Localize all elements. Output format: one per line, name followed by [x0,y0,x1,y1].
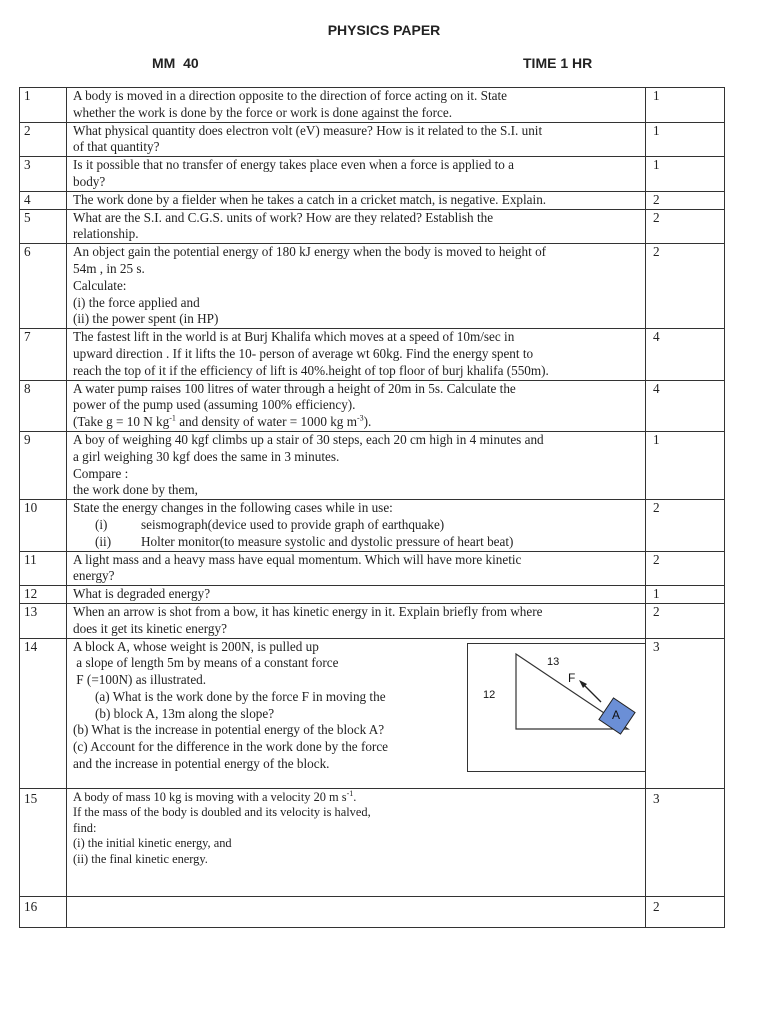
page-title: PHYSICS PAPER [327,22,441,38]
time-limit: TIME 1 HR [523,55,593,71]
question-text: A water pump raises 100 litres of water through a height of 20m in 5s. Calculate the power of the pump used (assuming 100% efficiency). (Take g = 10 N $kg^{-1}$ and density of water = 1000 kg $m^{-3}$). [67,380,646,431]
question-number: 4 [20,191,67,209]
question-marks: 2 [646,209,725,244]
questions-table [19,87,725,928]
question-marks: 4 [646,380,725,431]
max-marks: MM 40 [152,55,199,71]
height-label: 12 [483,689,496,701]
table-row [20,788,725,896]
table-row [20,244,725,329]
question-marks: 3 [646,788,725,896]
hypotenuse-label: 13 [547,656,560,668]
table-row [20,88,725,123]
table-row [20,380,725,431]
question-number: 11 [20,551,67,586]
question-text: Is it possible that no transfer of energy takes place even when a force is applied to a body? [67,157,646,192]
table-row [20,191,725,209]
table-row [20,329,725,380]
question-marks: 1 [646,88,725,123]
question-text: When an arrow is shot from a bow, it has kinetic energy in it. Explain briefly from where does it get its kinetic energy? [67,603,646,638]
question-number: 10 [20,500,67,551]
table-row [20,500,725,551]
question-number: 9 [20,431,67,499]
question-text: What are the S.I. and C.G.S. units of work? How are they related? Establish the relationship. [67,209,646,244]
table-row [20,122,725,157]
question-number: 3 [20,157,67,192]
question-marks: 4 [646,329,725,380]
question-text: An object gain the potential energy of 180 kJ energy when the body is moved to height of 54m , in 25 s. Calculate: (i) the force applied and (ii) the power spent (in HP) [67,244,646,329]
question-text: State the energy changes in the following cases while in use: (i) seismograph(device used to provide graph of earthquake) (ii) Holter monitor(to measure systolic and dystolic pressure of heart beat) [67,500,646,551]
table-row [20,157,725,192]
question-marks: 2 [646,191,725,209]
question-text: A light mass and a heavy mass have equal momentum. Which will have more kinetic energy? [67,551,646,586]
question-marks: 3 [646,638,725,788]
question-marks: 2 [646,551,725,586]
question-marks: 2 [646,500,725,551]
question-number: 5 [20,209,67,244]
question-number: 15 [20,788,67,896]
block-label: A [612,708,621,722]
question-marks: 2 [646,896,725,927]
question-text [67,896,646,927]
table-row [20,896,725,927]
question-number: 8 [20,380,67,431]
question-marks: 1 [646,586,725,604]
question-marks: 1 [646,122,725,157]
question-marks: 2 [646,244,725,329]
inclined-plane-diagram [467,643,646,772]
question-marks: 2 [646,603,725,638]
table-row [20,586,725,604]
force-label: F [568,671,576,685]
question-text: The fastest lift in the world is at Burj Khalifa which moves at a speed of 10m/sec in upward direction . If it lifts the 10- person of average wt 60kg. Find the energy spent to reach the top of it if the efficiency of lift is 40%.height of top floor of burj khalifa (550m). [67,329,646,380]
question-marks: 1 [646,157,725,192]
question-number: 2 [20,122,67,157]
question-text: A body of mass 10 kg is moving with a velocity 20 m $s^{-1}$. If the mass of the body is doubled and its velocity is halved, find: (i) the initial kinetic energy, and (ii) the final kinetic energy. [67,788,646,896]
question-number: 1 [20,88,67,123]
table-row [20,431,725,499]
question-text: The work done by a fielder when he takes a catch in a cricket match, is negative. Explain. [67,191,646,209]
table-row [20,603,725,638]
question-number: 6 [20,244,67,329]
question-text: A body is moved in a direction opposite to the direction of force acting on it. State whether the work is done by the force or work is done against the force. [67,88,646,123]
table-row [20,209,725,244]
table-row [20,551,725,586]
question-text: What physical quantity does electron volt (eV) measure? How is it related to the S.I. unit of that quantity? [67,122,646,157]
question-text: What is degraded energy? [67,586,646,604]
question-text: A boy of weighing 40 kgf climbs up a stair of 30 steps, each 20 cm high in 4 minutes and a girl weighing 30 kgf does the same in 3 minutes. Compare : the work done by them, [67,431,646,499]
question-marks: 1 [646,431,725,499]
question-text: A block A, whose weight is 200N, is pulled up a slope of length 5m by means of a constant force F (=100N) as illustrated. (a) What is the work done by the force F in moving the (b) block A, 13m along the slope? (b) What is the increase in potential energy of the block A? (c) Account for the difference in the work done by the force and the increase in potential energy of the block. [67,638,646,788]
question-number: 16 [20,896,67,927]
question-number: 13 [20,603,67,638]
question-number: 7 [20,329,67,380]
question-number: 14 [20,638,67,788]
question-number: 12 [20,586,67,604]
